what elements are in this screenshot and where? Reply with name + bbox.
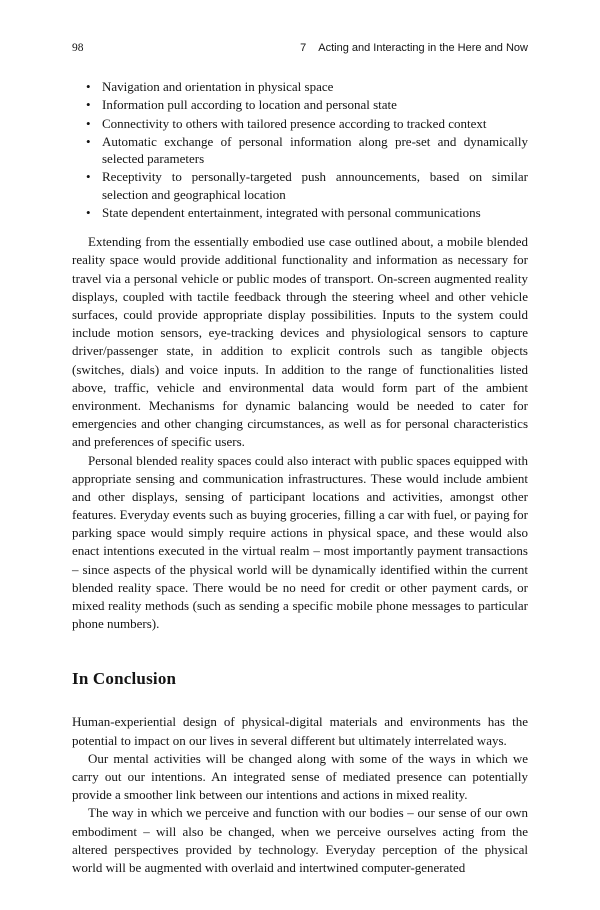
bullet-item bbox=[85, 78, 528, 95]
bullet-text: State dependent entertainment, integrated with personal communications bbox=[102, 204, 481, 220]
bullet-text: Receptivity to personally-targeted push announcements, based on similar selection and geographical location bbox=[102, 169, 528, 202]
paragraph: Our mental activities will be changed along with some of the ways in which we carry out our intentions. An integrated sense of mediated presence can potentially provide a smoother link between our intentions and actions in mixed reality. bbox=[72, 750, 528, 803]
paragraph: Personal blended reality spaces could also interact with public spaces equipped with appropriate sensing and communication infrastructures. These would include ambient and other displays, sensing of participant locations and activities, amongst other features. Everyday events such as buying groceries, filling a car with fuel, or paying for parking space would simply require actions in physical space, and these would also enact intentions executed in the virtual realm – most importantly payment transactions – since aspects of the physical world will be dynamically identified within the current blended reality space. There would be no need for credit or other payment cards, or mixed reality methods (such as sending a specific mobile phone messages to particular phone numbers). bbox=[72, 452, 528, 632]
bullet-item bbox=[85, 96, 528, 113]
bullet-item bbox=[85, 204, 528, 221]
bullet-text: Connectivity to others with tailored presence according to tracked context bbox=[102, 115, 487, 131]
bullet-text: Navigation and orientation in physical space bbox=[102, 79, 334, 94]
bullet-item bbox=[85, 133, 528, 168]
paragraph: Extending from the essentially embodied use case outlined about, a mobile blended reality space would provide additional functionality and information as necessary for travel via a personal vehicle or public modes of transport. On-screen augmented reality displays, coupled with tactile feedback through the steering wheel and other vehicle surfaces, could provide appropriate display possibilities. Inputs to the system could include motion sensors, eye-tracking devices and physiological sensors to capture driver/passenger state, in addition to explicit controls such as tangible objects (switches, dials) and voice inputs. In addition to the range of functionalities listed above, traffic, vehicle and environmental data would form part of the ambient environment. Mechanisms for dynamic balancing would be needed to cater for emergencies and other changing circumstances, as well as for personal characteristics and preferences of specific users. bbox=[72, 234, 528, 450]
paragraph: The way in which we perceive and function with our bodies – our sense of our own embodiment – will also be changed, when we perceive ourselves acting from the altered perspectives provided by technology. Everyday perception of the physical world will be augmented with overlaid and intertwined computer-generated bbox=[72, 805, 528, 875]
chapter-number: 7 bbox=[300, 42, 307, 54]
bullet-text: Automatic exchange of personal information along pre-set and dynamically selected parameters bbox=[102, 133, 528, 167]
chapter-header bbox=[300, 42, 528, 54]
chapter-title: Acting and Interacting in the Here and Now bbox=[318, 42, 528, 54]
feature-bullet-list bbox=[85, 78, 528, 221]
bullet-item bbox=[85, 168, 528, 203]
bullet-item bbox=[85, 115, 528, 132]
section-heading: In Conclusion bbox=[72, 669, 177, 689]
running-head bbox=[72, 42, 528, 54]
bullet-text: Information pull according to location and personal state bbox=[102, 97, 397, 113]
page-number: 98 bbox=[72, 42, 84, 54]
paragraph: Human-experiential design of physical-digital materials and environments has the potential to impact on our lives in several different but ultimately interrelated ways. bbox=[72, 714, 528, 748]
